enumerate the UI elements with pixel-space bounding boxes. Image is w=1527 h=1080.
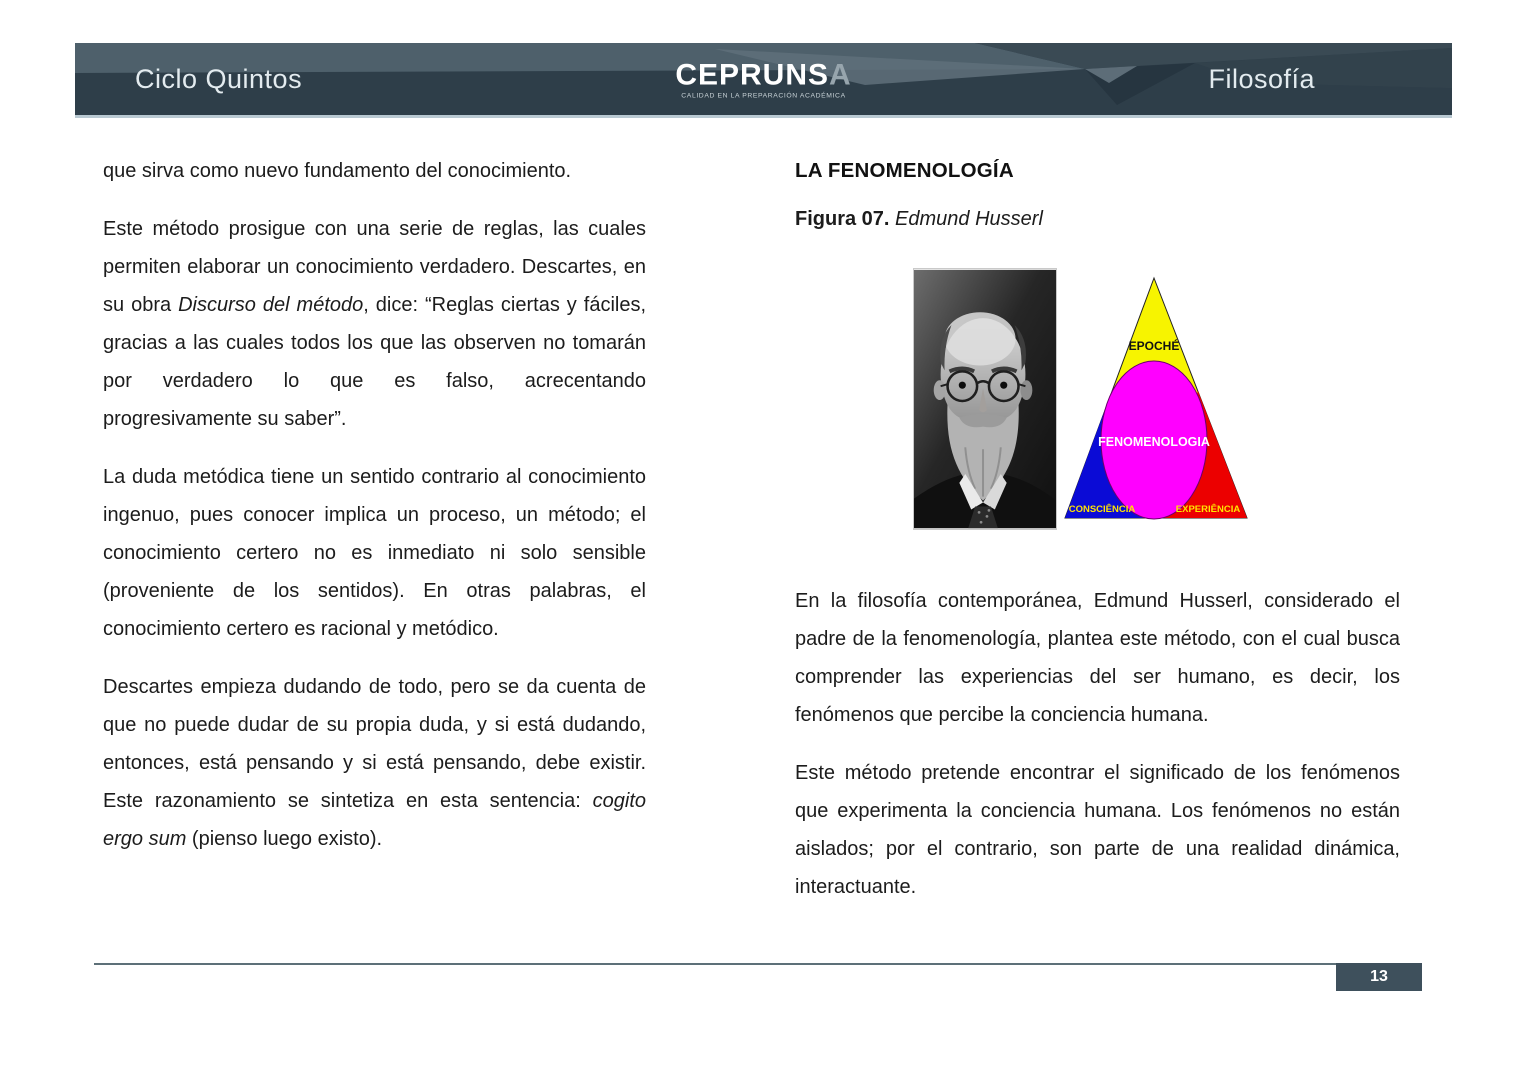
logo-text-accent: A [829,58,852,92]
book-title-italic: Discurso del método [178,294,364,316]
header-underline [75,115,1452,118]
latin-phrase-italic: cogito ergo sum [103,790,646,850]
page-number-badge [1336,963,1422,991]
ceprunsa-logo [675,58,852,101]
header-course-title: Filosofía [1208,63,1315,94]
figure-07 [913,268,1251,530]
logo-subtitle: CALIDAD EN LA PREPARACIÓN ACADÉMICA [681,92,846,100]
husserl-portrait [913,268,1057,530]
figure-label: Figura 07. [795,208,890,230]
paragraph-text: La duda metódica tiene un sentido contrario al conocimiento ingenuo, pues conocer implica un proceso, un método; el conocimiento certero no es inmediato ni solo sensible (proveniente de los sentidos). En otras palabras, el conocimiento certero es racional y metódico. [103,466,646,640]
label-experiencia: EXPERIÊNCIA [1175,504,1241,515]
logo-text-main: CEPRUNS [675,58,830,92]
page-number: 13 [1370,968,1388,985]
logo-wordmark [675,58,852,92]
paragraph-fundamento [103,152,646,190]
section-heading: LA FENOMENOLOGÍA [795,159,1014,182]
phenomenology-pyramid-diagram [1057,268,1251,530]
footer-rule [94,963,1337,965]
header-content [75,43,1452,115]
header-cycle-title: Ciclo Quintos [135,63,303,94]
paragraph-text: que sirva como nuevo fundamento del conocimiento. [103,160,572,182]
page-header [75,43,1452,115]
paragraph-text: (pienso luego existo). [186,828,383,850]
paragraph-text: Descartes empieza dudando de todo, pero se da cuenta de que no puede dudar de su propia duda, y si está dudando, entonces, está pensando y si está pensando, debe existir. Este razonamiento se sintetiza en esta sentencia: [103,676,646,812]
paragraph-text: , dice: “Reglas ciertas y fáciles, gracias a las cuales todos los que las observen no tomarán por verdadero lo que es falso, acrecentando progresivamente su saber”. [103,294,647,430]
paragraph-text: Este método prosigue con una serie de reglas, las cuales permiten elaborar un conocimiento verdadero. Descartes, en su obra [103,218,646,316]
left-text-column [103,152,646,878]
paragraph-duda-metodica [103,458,646,648]
figure-caption-name: Edmund Husserl [889,208,1043,230]
paragraph-text: En la filosofía contemporánea, Edmund Husserl, considerado el padre de la fenomenología, plantea este método, con el cual busca comprender las experiencias del ser humano, es decir, los fenómenos que percibe la conciencia humana. [795,590,1400,726]
paragraph-metodo-reglas [103,210,646,438]
figure-caption [795,200,1400,238]
label-consciencia: CONSCIÊNCIA [1068,504,1136,515]
paragraph-cogito [103,668,646,858]
right-text-column [795,152,1400,926]
label-fenomenologia: FENOMENOLOGIA [1098,435,1210,449]
paragraph-metodo-fenomenos [795,754,1400,906]
label-epoche: EPOCHÉ [1128,339,1180,353]
paragraph-text: Este método pretende encontrar el significado de los fenómenos que experimenta la conciencia humana. Los fenómenos no están aislados; por el contrario, son parte de una realidad dinámica, interactuante. [795,762,1400,898]
paragraph-husserl-intro [795,582,1400,734]
